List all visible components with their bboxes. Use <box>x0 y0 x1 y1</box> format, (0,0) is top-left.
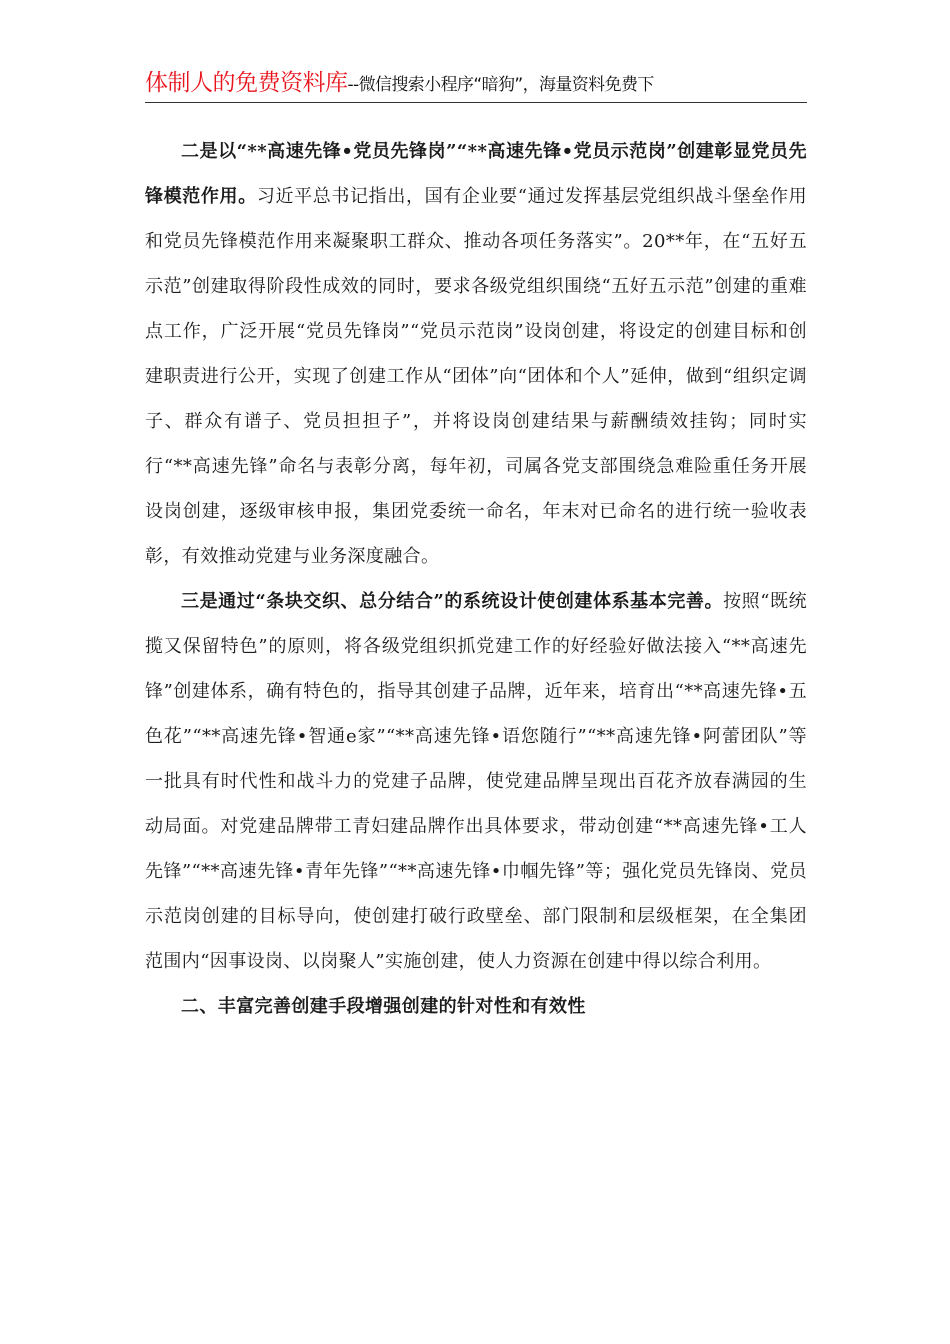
paragraph-lead: 二是以“**高速先锋•党员先锋岗”“**高速先锋•党员示范岗”创建彰显党员先锋模范作用。 <box>145 141 807 207</box>
header-note: --微信搜索小程序“暗狗”，海量资料免费下 <box>347 75 654 95</box>
paragraph-body: 习近平总书记指出，国有企业要“通过发挥基层党组织战斗堡垒作用和党员先锋模范作用来凝聚职工群众、推动各项任务落实”。20**年，在“五好五示范”创建取得阶段性成效的同时，要求各级党组织围绕“五好五示范”创建的重难点工作，广泛开展“党员先锋岗”“党员示范岗”设岗创建，将设定的创建目标和创建职责进行公开，实现了创建工作从“团体”向“团体和个人”延伸，做到“组织定调子、群众有谱子、党员担担子”，并将设岗创建结果与薪酬绩效挂钩；同时实行“**高速先锋”命名与表彰分离，每年初，司属各党支部围绕急难险重任务开展设岗创建，逐级审核申报，集团党委统一命名，年末对已命名的进行统一验收表彰，有效推动党建与业务深度融合。 <box>145 186 807 567</box>
paragraph-body: 按照“既统揽又保留特色”的原则，将各级党组织抓党建工作的好经验好做法接入“**高速先锋”创建体系，确有特色的，指导其创建子品牌，近年来，培育出“**高速先锋•五色花”“**高速先锋•智通e家”“**高速先锋•语您随行”“**高速先锋•阿蕾团队”等一批具有时代性和战斗力的党建子品牌，使党建品牌呈现出百花齐放春满园的生动局面。对党建品牌带工青妇建品牌作出具体要求，带动创建“**高速先锋•工人先锋”“**高速先锋•青年先锋”“**高速先锋•巾帼先锋”等；强化党员先锋岗、党员示范岗创建的目标导向，使创建打破行政壁垒、部门限制和层级框架，在全集团范围内“因事设岗、以岗聚人”实施创建，使人力资源在创建中得以综合利用。 <box>145 591 807 972</box>
paragraph-2 <box>145 129 807 579</box>
document-body <box>145 129 807 1029</box>
section-heading: 二、丰富完善创建手段增强创建的针对性和有效性 <box>181 996 586 1017</box>
paragraph-3 <box>145 579 807 984</box>
paragraph-lead: 三是通过“条块交织、总分结合”的系统设计使创建体系基本完善。 <box>181 591 724 612</box>
header-brand: 体制人的免费资料库 <box>145 70 348 96</box>
page-header <box>145 64 807 103</box>
